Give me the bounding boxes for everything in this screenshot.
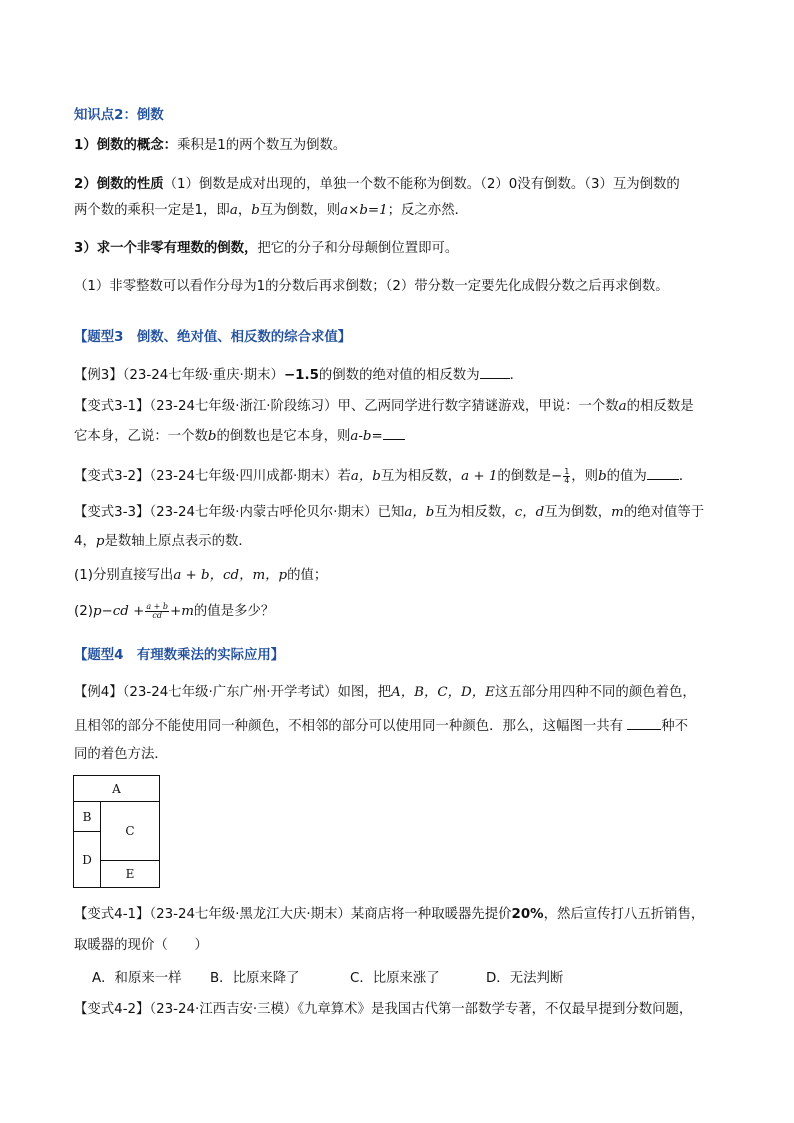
region-a: A — [74, 776, 159, 802]
variant-3-3-text-c: 互为倒数， — [544, 505, 612, 520]
section-title-knowledge-2: 知识点2：倒数 — [74, 108, 164, 123]
region-d: D — [74, 832, 101, 887]
variant-4-2-tag: 【变式4-2】 — [74, 1002, 150, 1017]
example-3-end: ． — [509, 368, 523, 383]
paragraph-property-line1 — [74, 175, 724, 195]
fraction-numerator: a + b — [146, 601, 168, 611]
option-a[interactable]: A．和原来一样 — [92, 971, 182, 986]
question-1-text-b: 的值； — [287, 568, 328, 583]
example-4-text-d: 种不 — [661, 719, 689, 734]
variant-3-2-end: ． — [678, 469, 693, 484]
variant-3-1-line1 — [74, 397, 724, 417]
variant-4-2-text: 《九章算术》是我国古代第一部数学专著，不仅最早提到分数问题， — [297, 1002, 693, 1017]
fraction-minus-one-quarter — [563, 468, 570, 485]
question-1-text-a: (1)分别直接写出 — [74, 568, 174, 583]
variant-3-3-text-d: 的绝对值等于 — [623, 505, 705, 520]
find-label: 3）求一个非零有理数的倒数， — [74, 241, 258, 256]
example-4-text-c: 且相邻的部分不能使用同一种颜色，不相邻的部分可以使用同一种颜色．那么，这幅图一共有 — [74, 719, 624, 734]
variant-3-2-source: （23-24七年级·四川成都·期末） — [149, 469, 338, 484]
paragraph-notes: （1）非零整数可以看作分母为1的分数后再求倒数；（2）带分数一定要先化成假分数之后再求倒数。 — [74, 279, 669, 294]
variant-4-1-text-a: 某商店将一种取暖器先提价 — [350, 907, 512, 922]
example-3-number: −1.5 — [283, 368, 319, 383]
region-b: B — [74, 802, 101, 832]
example-4-text-a: 如图，把 — [337, 685, 392, 700]
variant-4-1-source: （23-24七年级·黑龙江大庆·期末） — [149, 907, 351, 922]
variant-3-3-text-b: 互为相反数， — [434, 505, 515, 520]
question-2-number: (2) — [74, 604, 93, 619]
var-b: b — [207, 429, 217, 444]
variant-3-1-text-c: 它本身，乙说：一个数 — [74, 429, 208, 444]
example-3-text: 的倒数的绝对值的相反数为 — [318, 368, 480, 383]
formula-axb: a×b=1 — [340, 203, 388, 218]
concept-text: 乘积是1的两个数互为倒数。 — [177, 138, 347, 153]
variant-3-3-question-1 — [74, 566, 724, 586]
variant-3-2-text-e: 的值为 — [606, 469, 647, 484]
variant-3-3-text-f: 是数轴上原点表示的数． — [104, 534, 252, 549]
variant-4-1-line1 — [74, 905, 724, 925]
var-p: p — [95, 534, 105, 549]
region-e: E — [125, 867, 135, 881]
property-text-2a: 两个数的乘积一定是1，即 — [74, 203, 230, 218]
variant-4-1-line2: 取暖器的现价（ ） — [74, 938, 208, 953]
paragraph-property-line2 — [74, 201, 724, 221]
variant-3-1-text-d: 的倒数也是它本身，则 — [216, 429, 351, 444]
option-d[interactable]: D．无法判断 — [486, 971, 564, 986]
variant-3-3-question-2 — [74, 602, 724, 622]
fraction-denominator: 4 — [564, 475, 570, 485]
separator: ， — [237, 203, 252, 218]
variant-3-3-text-e: 4， — [74, 534, 96, 549]
option-b[interactable]: B．比原来降了 — [210, 971, 300, 986]
expression-a-plus-1: a + 1 — [461, 469, 498, 484]
variant-4-2-source: （23-24·江西吉安·三模） — [149, 1002, 298, 1017]
variant-3-3-tag: 【变式3-3】 — [74, 505, 150, 520]
example-4-tag: 【例4】 — [74, 685, 123, 700]
answer-blank[interactable] — [383, 425, 405, 440]
find-text: 把它的分子和分母颠倒位置即可。 — [257, 241, 459, 256]
paragraph-concept — [74, 136, 724, 156]
answer-blank[interactable] — [627, 715, 661, 730]
variant-3-1-text-b: 的相反数是 — [626, 399, 694, 414]
fraction-numerator: 1 — [564, 466, 570, 476]
option-c[interactable]: C．比原来涨了 — [350, 971, 440, 986]
variant-3-1-text-a: 甲、乙两同学进行数字猜谜游戏，甲说：一个数 — [337, 399, 619, 414]
variant-4-1-tag: 【变式4-1】 — [74, 907, 150, 922]
vars-a-b: a，b — [350, 469, 381, 484]
example-3 — [74, 364, 724, 386]
variant-4-2-line1 — [74, 1000, 724, 1020]
example-4-source: （23-24七年级·广东广州·开学考试） — [122, 685, 338, 700]
region-c: C — [101, 802, 159, 861]
plus-m: +m — [170, 604, 194, 619]
variant-3-1-source: （23-24七年级·浙江·阶段练习） — [149, 399, 338, 414]
variant-3-3-source: （23-24七年级·内蒙古呼伦贝尔·期末） — [149, 505, 378, 520]
section-title-type-4: 【题型4 有理数乘法的实际应用】 — [74, 648, 285, 663]
variant-3-1-tag: 【变式3-1】 — [74, 399, 150, 414]
variant-3-1-line2 — [74, 425, 724, 447]
example-4-text-b: 这五部分用四种不同的颜色着色， — [494, 685, 696, 700]
var-b: b — [251, 203, 260, 218]
vars-a-b: a，b — [404, 505, 435, 520]
example-4-line3: 同的着色方法． — [74, 747, 168, 762]
expression-a-minus-b: a-b= — [350, 429, 383, 444]
variant-4-1-text-b: ，然后宣传打八五折销售， — [543, 907, 705, 922]
variant-3-3-line1 — [74, 503, 724, 523]
fraction-sign: − — [550, 469, 563, 484]
vars-c-d: c，d — [514, 505, 545, 520]
variant-3-3-line2 — [74, 532, 724, 552]
property-label: 2）倒数的性质 — [74, 177, 164, 192]
property-text: （1）倒数是成对出现的，单独一个数不能称为倒数。（2）0没有倒数。（3）互为倒数的 — [163, 177, 680, 192]
section-title-type-3: 【题型3 倒数、绝对值、相反数的综合求值】 — [74, 330, 352, 345]
variant-3-2-text-a: 若 — [337, 469, 351, 484]
fraction-a-plus-b-over-cd — [145, 603, 169, 620]
example-4-line2 — [74, 715, 724, 737]
property-text-2b: 互为倒数，则 — [259, 203, 341, 218]
question-2-expression: p−cd + — [92, 604, 145, 619]
var-m: m — [611, 505, 624, 520]
concept-label: 1）倒数的概念： — [74, 138, 178, 153]
variant-3-2 — [74, 465, 724, 487]
paragraph-find-reciprocal — [74, 239, 724, 259]
answer-blank[interactable] — [647, 465, 679, 480]
question-2-text: 的值是多少？ — [193, 604, 275, 619]
variant-3-2-text-d: ，则 — [571, 469, 599, 484]
property-text-2c: ；反之亦然． — [387, 203, 468, 218]
var-a: a — [618, 399, 627, 414]
example-3-tag: 【例3】 — [74, 368, 123, 383]
variant-3-2-text-c: 的倒数是 — [497, 469, 551, 484]
fraction-denominator: cd — [152, 610, 162, 620]
variant-3-2-tag: 【变式3-2】 — [74, 469, 150, 484]
question-1-vars: a + b，cd，m，p — [173, 568, 288, 583]
var-b: b — [598, 469, 607, 484]
example-4-line1 — [74, 683, 724, 703]
variant-3-3-text-a: 已知 — [377, 505, 405, 520]
variant-3-2-text-b: 互为相反数， — [380, 469, 462, 484]
coloring-figure — [73, 775, 160, 888]
answer-blank[interactable] — [480, 364, 510, 379]
vars-a-to-e: A，B，C，D，E — [391, 685, 495, 700]
example-3-source: （23-24七年级·重庆·期末） — [122, 368, 284, 383]
var-a: a — [229, 203, 238, 218]
percent-20: 20% — [511, 907, 544, 922]
